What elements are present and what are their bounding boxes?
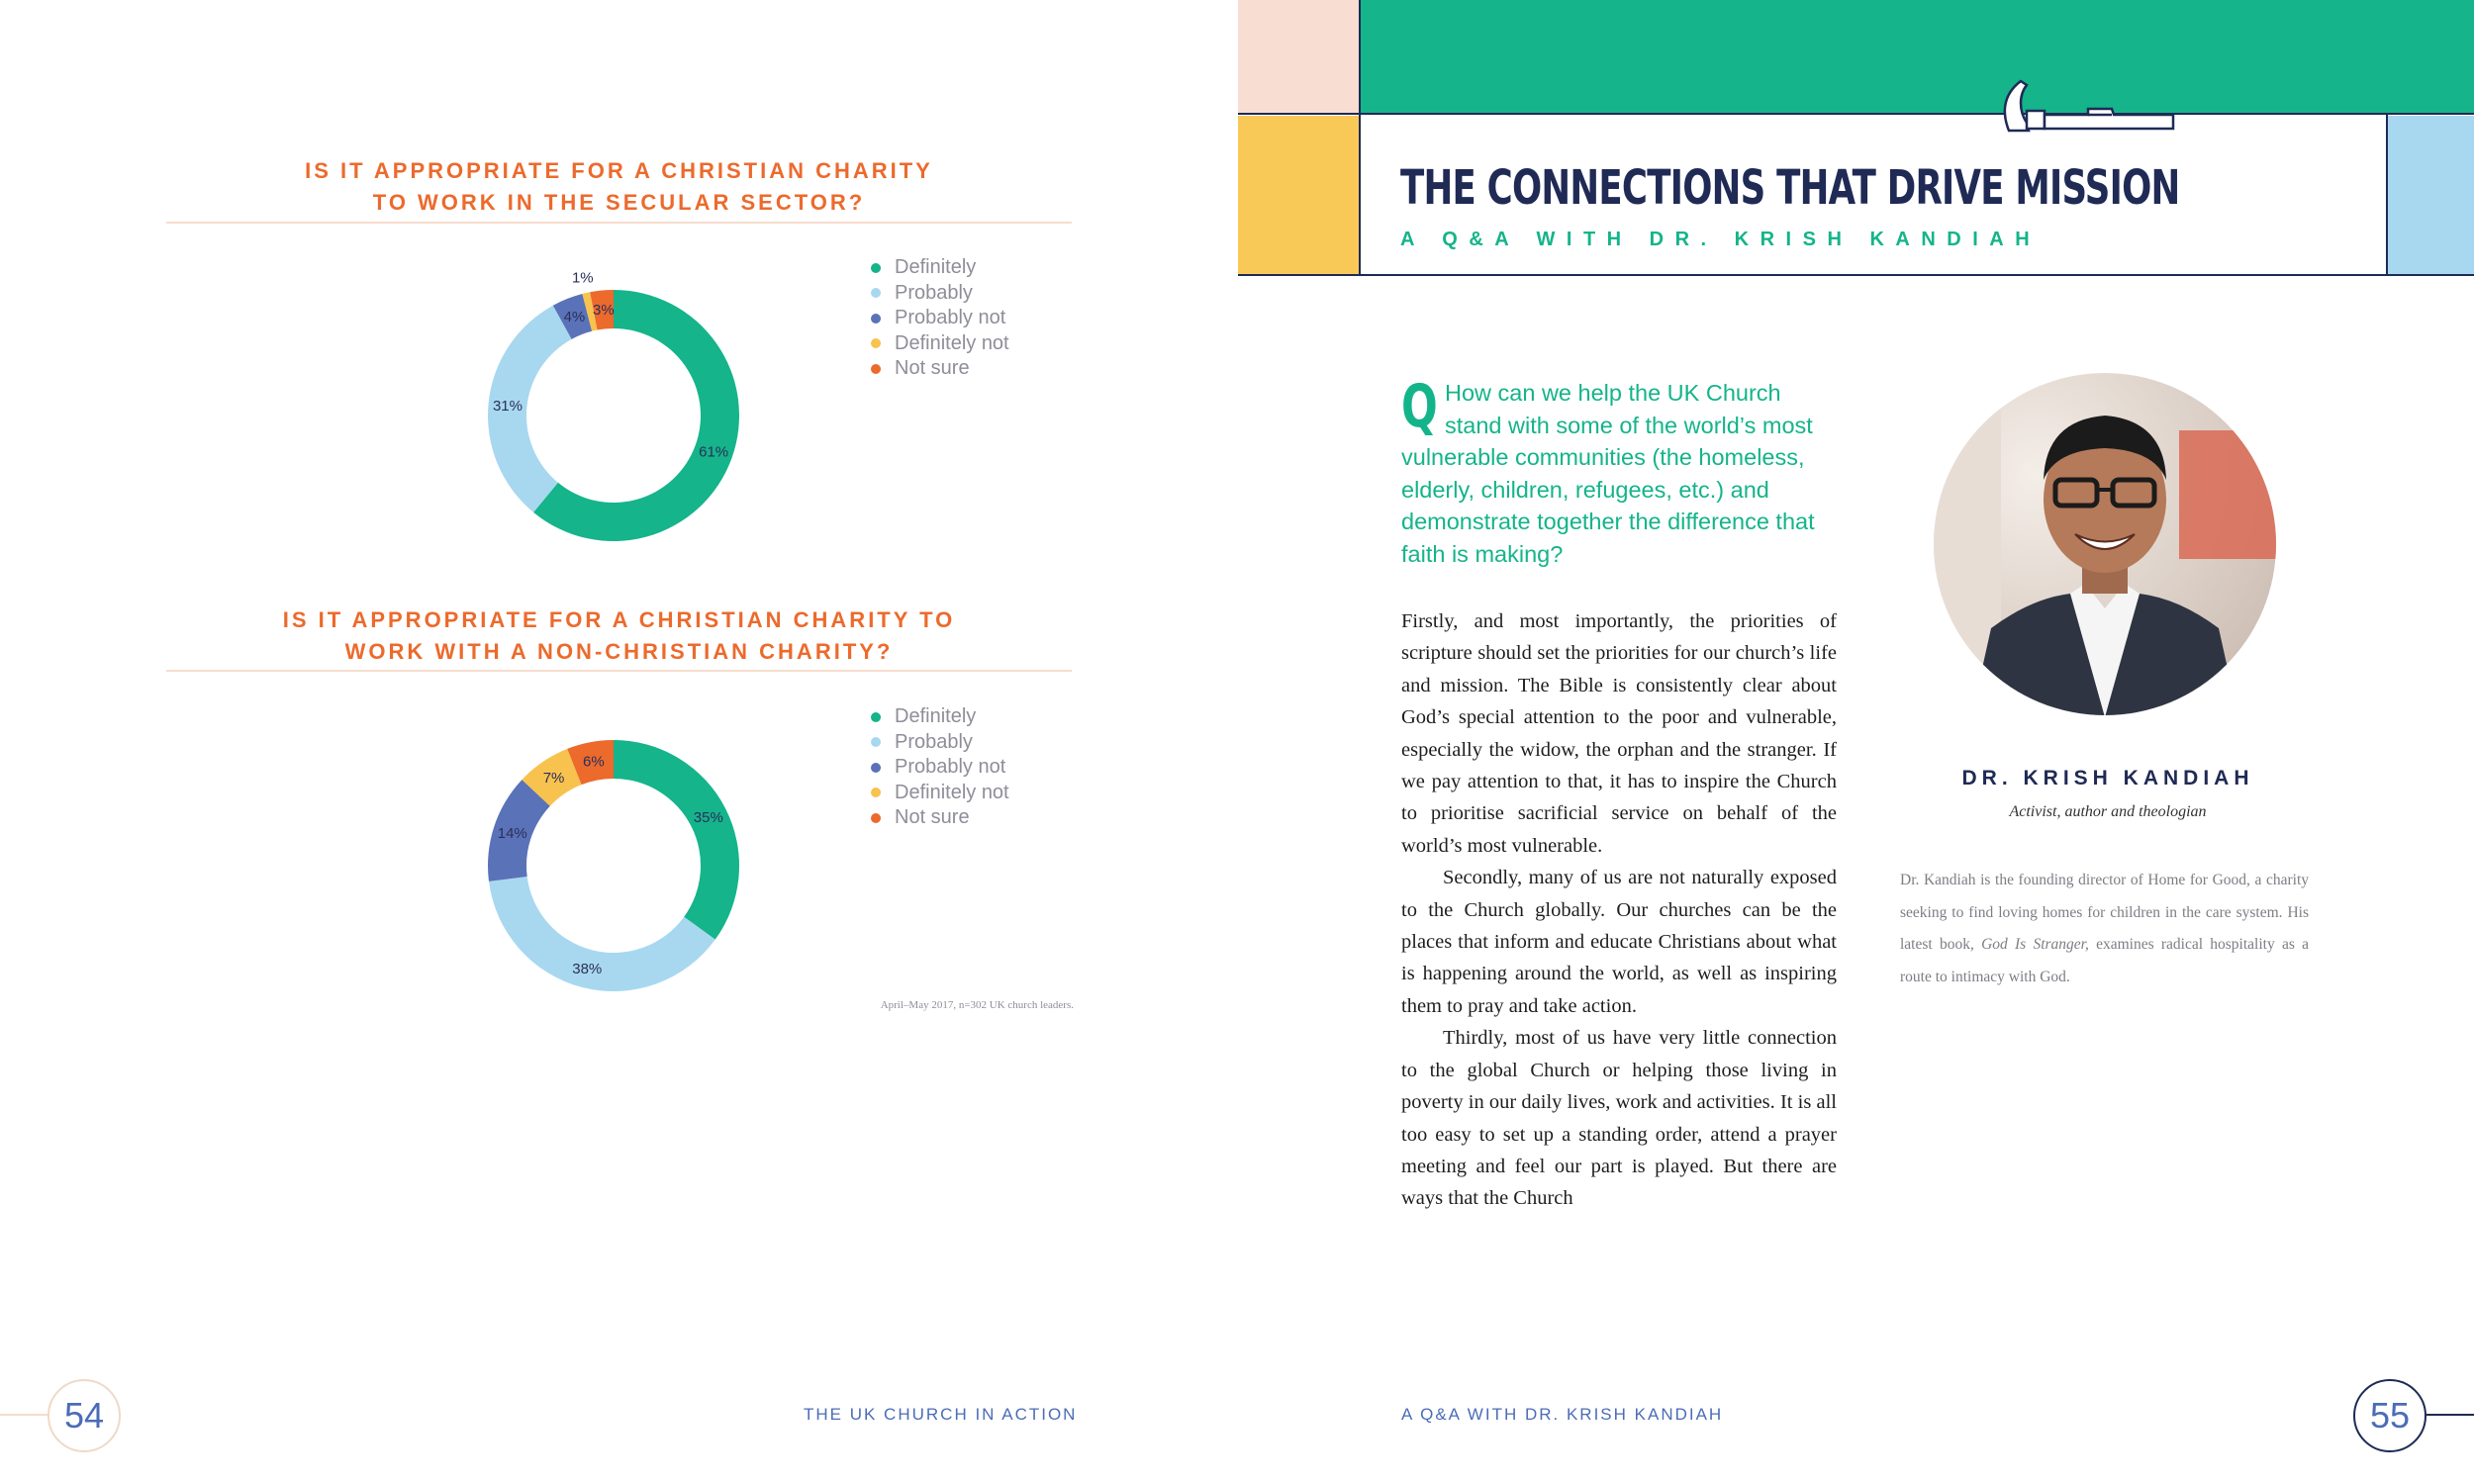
chart2-label-probably-not: 14% [497, 824, 527, 842]
bio-text-part-a: Dr. Kandiah is the founding director of Home for Good, a charity seeking to find loving homes for children in the care system. His latest book, [1900, 872, 2309, 953]
chart2-label-definitely: 35% [693, 809, 723, 827]
article-subheadline: A Q&A WITH DR. KRISH KANDIAH [1400, 229, 2042, 250]
legend-dot [871, 364, 881, 374]
frame-right-line [2386, 113, 2388, 276]
chart1-legend [871, 255, 1009, 382]
answer-paragraph-2: Secondly, many of us are not naturally exposed to the Church globally. Our churches can be the places that inform and educate Christians about what is happening around the world, as well as inspiring them to pray and take action. [1401, 867, 1837, 1017]
chart2-label-not-sure: 6% [583, 753, 605, 771]
chart2-slice-definitely [614, 740, 739, 940]
legend-dot [871, 737, 881, 747]
chart1-label-not-sure: 3% [593, 301, 615, 319]
page-number-left: 54 [48, 1379, 121, 1452]
chart1-title-line2: TO WORK IN THE SECULAR SECTOR? [372, 190, 866, 215]
bio-name: DR. KRISH KANDIAH [1961, 767, 2254, 789]
legend-label: Definitely [895, 705, 977, 727]
legend-item-definitely [871, 255, 1009, 281]
chart2-label-probably: 38% [572, 961, 603, 978]
legend-label: Definitely [895, 256, 977, 278]
bio-text [1900, 865, 2309, 993]
legend-dot [871, 763, 881, 773]
chart1-label-definitely: 61% [699, 443, 729, 461]
donut-chart-2 [406, 658, 821, 1073]
frame-left-line [1359, 0, 1361, 276]
frame-top-line [1238, 113, 2474, 115]
portrait-photo [1932, 371, 2278, 717]
legend-item-probably-not [871, 755, 1009, 781]
donut-chart-1 [406, 208, 821, 623]
legend-label: Definitely not [895, 331, 1009, 354]
page-number-right: 55 [2353, 1379, 2426, 1452]
chart2-slice-probably [489, 877, 715, 991]
legend-dot [871, 712, 881, 722]
footer-left: THE UK CHURCH IN ACTION [804, 1405, 1078, 1424]
hammer-icon [1989, 71, 2187, 160]
legend-item-definitely-not [871, 781, 1009, 806]
chart1-label-probably-not: 4% [563, 309, 586, 326]
legend-dot [871, 338, 881, 348]
answer-paragraph-1: Firstly, and most importantly, the priorities of scripture should set the priorities for our church’s life and mission. The Bible is consistently clear about God’s special attention to the poor and vulnerable, especially the widow, the orphan and the stranger. If we pay attention to that, it has to inspire the Church to prioritise sacrificial service on behalf of the world’s most vulnerable. [1401, 610, 1837, 857]
legend-dot [871, 314, 881, 324]
chart2-title-line2: WORK WITH A NON-CHRISTIAN CHARITY? [344, 639, 894, 664]
legend-item-probably-not [871, 306, 1009, 331]
chart2-label-definitely-not: 7% [542, 770, 565, 788]
legend-label: Probably [895, 281, 973, 304]
source-note: April–May 2017, n=302 UK church leaders. [880, 999, 1074, 1011]
legend-item-definitely [871, 704, 1009, 730]
chart1-label-definitely-not: 1% [571, 269, 594, 287]
legend-item-not-sure [871, 805, 1009, 831]
legend-dot [871, 813, 881, 823]
legend-dot [871, 263, 881, 273]
frame-bottom-line [1238, 274, 2474, 276]
chart2-title-line1: IS IT APPROPRIATE FOR A CHRISTIAN CHARITY TO [282, 607, 956, 632]
legend-label: Definitely not [895, 781, 1009, 803]
legend-label: Probably not [895, 756, 1006, 778]
question-text: How can we help the UK Church stand with some of the world’s most vulnerable communities (the homeless, elderly, children, refugees, etc.) and demonstrate together the difference that faith is making? [1401, 380, 1815, 567]
legend-item-probably [871, 281, 1009, 307]
block-peach [1238, 0, 1359, 113]
answer-paragraph-3: Thirdly, most of us have very little connection to the global Church or helping those living in poverty in our daily lives, work and activities. It is all too easy to set up a standing order, attend a prayer meeting and feel our part is played. But there are ways that the Church [1401, 1027, 1837, 1210]
legend-item-probably [871, 730, 1009, 756]
legend-label: Not sure [895, 357, 970, 379]
legend-dot [871, 788, 881, 797]
block-light-blue [2388, 116, 2474, 274]
legend-label: Not sure [895, 806, 970, 828]
legend-item-not-sure [871, 356, 1009, 382]
bio-role: Activist, author and theologian [2009, 803, 2207, 820]
legend-label: Probably not [895, 307, 1006, 328]
article-headline: THE CONNECTIONS THAT DRIVE MISSION [1400, 160, 2180, 216]
bio-book-title: God Is Stranger, [1981, 936, 2089, 953]
legend-item-definitely-not [871, 331, 1009, 357]
legend-dot [871, 288, 881, 298]
block-teal-header [1361, 0, 2474, 113]
legend-label: Probably [895, 730, 973, 753]
footer-rule-right [2426, 1414, 2474, 1416]
bio-text-part-b: examines radical hospitality as a route to intimacy with God. [1900, 936, 2309, 985]
chart1-label-probably: 31% [492, 397, 523, 415]
footer-right: A Q&A WITH DR. KRISH KANDIAH [1401, 1405, 1724, 1424]
answer-body [1401, 605, 1837, 1215]
question-mark: Q [1401, 372, 1438, 441]
question-block [1401, 372, 1842, 570]
footer-rule-left [0, 1414, 48, 1416]
chart2-legend [871, 704, 1009, 831]
chart1-title-line1: IS IT APPROPRIATE FOR A CHRISTIAN CHARITY [305, 158, 933, 183]
block-yellow [1238, 116, 1359, 274]
